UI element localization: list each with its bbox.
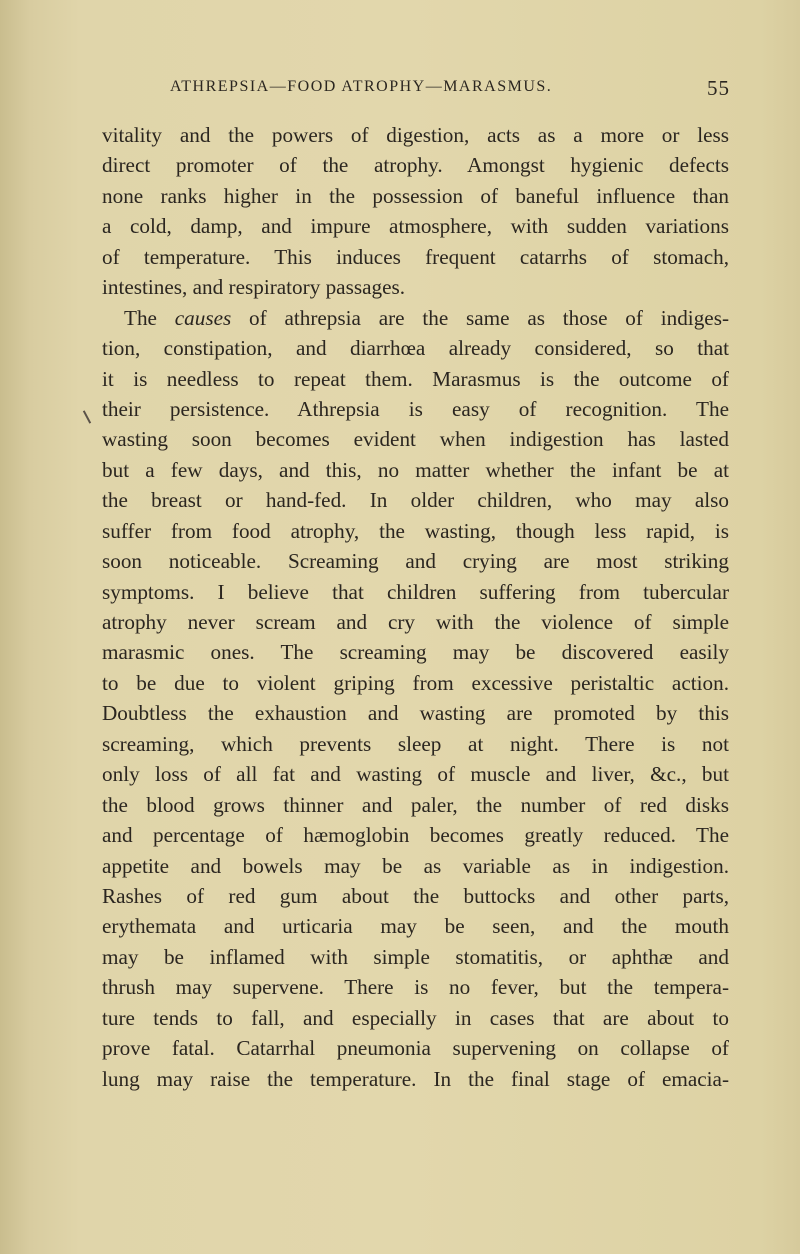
text-line: suffer from food atrophy, the wasting, though less rapid, is xyxy=(102,518,729,543)
margin-pencil-mark xyxy=(83,410,91,423)
text-line: none ranks higher in the possession of baneful influence than xyxy=(102,183,729,208)
body-text xyxy=(102,120,729,1094)
text-line: the blood grows thinner and paler, the number of red disks xyxy=(102,792,729,817)
text-line: soon noticeable. Screaming and crying are most striking xyxy=(102,549,729,574)
text-line: intestines, and respiratory passages. xyxy=(102,275,406,300)
running-head xyxy=(170,76,730,106)
text-line: Rashes of red gum about the buttocks and other parts, xyxy=(102,883,729,908)
running-head-title: ATHREPSIA—FOOD ATROPHY—MARASMUS. xyxy=(170,78,553,95)
emphasized-word: causes xyxy=(174,305,232,330)
page-number: 55 xyxy=(707,76,730,100)
text-line: direct promoter of the atrophy. Amongst hygienic defects xyxy=(102,153,729,178)
text-line: screaming, which prevents sleep at night. There is not xyxy=(102,731,729,756)
paragraph-lead: The xyxy=(124,305,175,330)
text-line: may be inflamed with simple stomatitis, or aphthæ and xyxy=(102,944,729,969)
text-line: symptoms. I believe that children suffering from tubercular xyxy=(102,579,729,604)
text-line: a cold, damp, and impure atmosphere, with sudden variations xyxy=(102,214,729,239)
paragraph-lead-rest: of athrepsia are the same as those of indiges- xyxy=(231,305,729,330)
text-line: and percentage of hæmoglobin becomes greatly reduced. The xyxy=(102,823,729,848)
text-line: lung may raise the temperature. In the final stage of emacia- xyxy=(102,1066,729,1091)
paragraph-start-line xyxy=(102,303,729,333)
text-line: to be due to violent griping from excessive peristaltic action. xyxy=(102,670,729,695)
text-line: thrush may supervene. There is no fever, but the tempera- xyxy=(102,975,729,1000)
text-line: it is needless to repeat them. Marasmus is the outcome of xyxy=(102,366,729,391)
text-line: appetite and bowels may be as variable as in indigestion. xyxy=(102,853,729,878)
text-line: tion, constipation, and diarrhœa already considered, so that xyxy=(102,336,729,361)
text-line: prove fatal. Catarrhal pneumonia supervening on collapse of xyxy=(102,1036,729,1061)
text-line: vitality and the powers of digestion, acts as a more or less xyxy=(102,123,729,147)
text-line: the breast or hand-fed. In older children, who may also xyxy=(102,488,729,513)
text-line: erythemata and urticaria may be seen, and the mouth xyxy=(102,914,729,939)
text-line: Doubtless the exhaustion and wasting are promoted by this xyxy=(102,701,729,726)
text-line: atrophy never scream and cry with the violence of simple xyxy=(102,610,729,634)
text-line: but a few days, and this, no matter whether the infant be at xyxy=(102,457,729,482)
text-line: ture tends to fall, and especially in cases that are about to xyxy=(102,1005,729,1030)
text-line: of temperature. This induces frequent catarrhs of stomach, xyxy=(102,244,729,269)
text-line: marasmic ones. The screaming may be discovered easily xyxy=(102,640,729,665)
text-line: wasting soon becomes evident when indigestion has lasted xyxy=(102,427,729,452)
text-line: their persistence. Athrepsia is easy of recognition. The xyxy=(102,396,729,421)
text-line: only loss of all fat and wasting of muscle and liver, &c., but xyxy=(102,762,729,787)
